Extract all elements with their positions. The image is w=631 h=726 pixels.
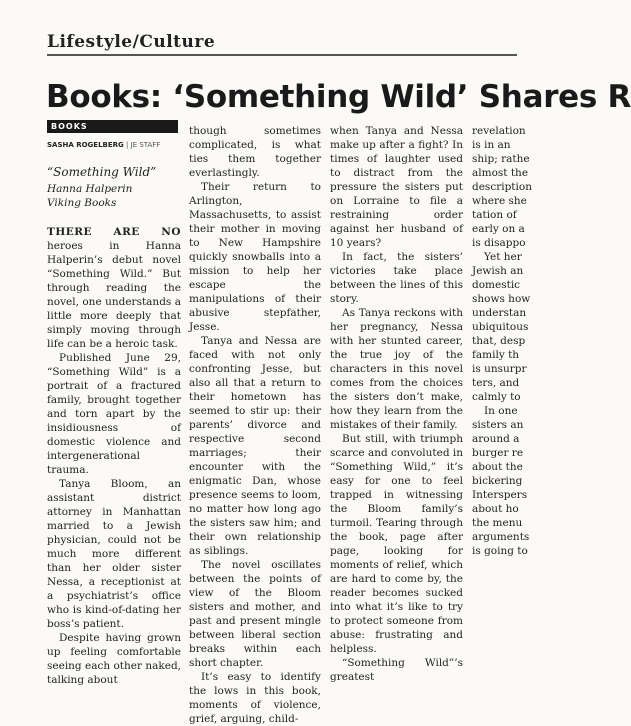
book-author: Hanna Halperin (47, 183, 133, 195)
section-divider (47, 54, 517, 56)
col4-line: tation of (472, 209, 517, 221)
paragraph: Despite having grown up feeling comfortable seeing each other naked, talking about (47, 632, 181, 686)
paragraph: But still, with triumph scarce and convoluted in “Something Wild,” it’s easy for one to feel trapped in witnessing the Bloom family’s turmoil. Tearing through the book, page after page, looking for moments of relief, which are hard to come by, the reader becomes sucked into what it’s like to try to protect someone from abuse: frustrating and helpless. (330, 433, 464, 655)
col4-line: ship; rathe (472, 153, 530, 165)
col4-line: about the (472, 461, 523, 473)
headline: Books: ‘Something Wild’ Shares R (46, 79, 631, 115)
paragraph: Tanya and Nessa are faced with not only confronting Jesse, but also all that a return to their hometown has seemed to stir up: their parents’ divorce and respective second marriages; their encounter with the enigmatic Dan, whose presence seems to loom, no matter how long ago the sisters saw him; and their own relationship as siblings. (189, 335, 321, 557)
book-publisher: Viking Books (47, 197, 117, 209)
col4-line: is in an (472, 139, 511, 151)
paragraph: As Tanya reckons with her pregnancy, Nessa with her stunted career, the true joy of the characters in this novel comes from the choices the sisters don’t make, how they learn from the mistakes of their family. (330, 307, 463, 431)
col4-line: Jewish an (472, 265, 524, 277)
section-label: Lifestyle/Culture (47, 32, 216, 52)
col4-line: shows how (472, 293, 531, 305)
col4-line: calmly to (472, 391, 521, 403)
col4-line: where she (472, 195, 527, 207)
article-column-4 (472, 124, 532, 558)
col4-line: is disappo (472, 237, 526, 249)
paragraph: when Tanya and Nessa make up after a fight? In times of laughter used to distract from the pressure the sisters put on Lorraine to file a restraining order against her husband of 10 years? (330, 125, 463, 249)
col4-line: is unsurpr (472, 363, 527, 375)
col4-line: Yet her (484, 251, 522, 263)
paragraph: Tanya Bloom, an assistant district attorney in Manhattan married to a Jewish physician, could not be much more different than her older sister Nessa, a receptionist at a psychiatrist’s office who is kind-of-dating her boss’s patient. (47, 478, 181, 630)
paragraph: The novel oscillates between the points of view of the Bloom sisters and mother, and past and present mingle between liberal section breaks within each short chapter. (189, 559, 321, 669)
lead-in: THERE ARE NO (47, 226, 181, 238)
col4-line: revelation (472, 125, 526, 137)
col4-line: that, desp (472, 335, 526, 347)
col4-line: sisters an (472, 419, 524, 431)
col4-line: understan (472, 307, 527, 319)
col4-line: domestic (472, 279, 521, 291)
paragraph: though sometimes complicated, is what ties them together everlastingly. (189, 125, 321, 179)
paragraph: Published June 29, “Something Wild” is a portrait of a fractured family, brought together and torn apart by the insidiousness of domestic violence and intergenerational trauma. (47, 352, 181, 476)
article-column-3 (330, 124, 463, 684)
book-title: “Something Wild” (47, 165, 157, 179)
col4-line: Interspers (472, 489, 528, 501)
col4-line: description (472, 181, 532, 193)
col4-line: bickering (472, 475, 523, 487)
col4-line: almost the (472, 167, 529, 179)
col4-line: burger re (472, 447, 524, 459)
col4-line: the menu (472, 517, 523, 529)
paragraph: “Something Wild”’s greatest (330, 657, 463, 683)
book-info (47, 165, 181, 210)
col4-line: arguments (472, 531, 530, 543)
paragraph: THERE ARE NO heroes in Hanna Halperin’s debut novel “Something Wild.” But through reading the novel, one understands a little more deeply that simply moving through life can be a heroic task. (47, 226, 181, 350)
paragraph: In fact, the sisters’ victories take place between the lines of this story. (330, 251, 463, 305)
paragraph: Their return to Arlington, Massachusetts, to assist their mother in moving to New Hampshire quickly snowballs into a mission to help her escape the manipulations of their abusive stepfather, Jesse. (189, 181, 321, 333)
article-column-2 (189, 124, 321, 726)
col4-line: ubiquitous (472, 321, 529, 333)
col4-line: family th (472, 349, 520, 361)
byline (47, 141, 160, 149)
staff-tag: | JE STAFF (123, 141, 161, 149)
article-column-1 (47, 165, 181, 687)
col4-line: around a (472, 433, 520, 445)
col4-line: early on a (472, 223, 525, 235)
kicker-label: BOOKS (47, 120, 178, 133)
col4-line: ters, and (472, 377, 520, 389)
paragraph: It’s easy to identify the lows in this book, moments of violence, grief, arguing, child- (189, 671, 321, 725)
col4-line: about ho (472, 503, 519, 515)
author-name: SASHA ROGELBERG (47, 141, 124, 149)
col4-line: is going to (472, 545, 528, 557)
col4-line: In one (484, 405, 518, 417)
